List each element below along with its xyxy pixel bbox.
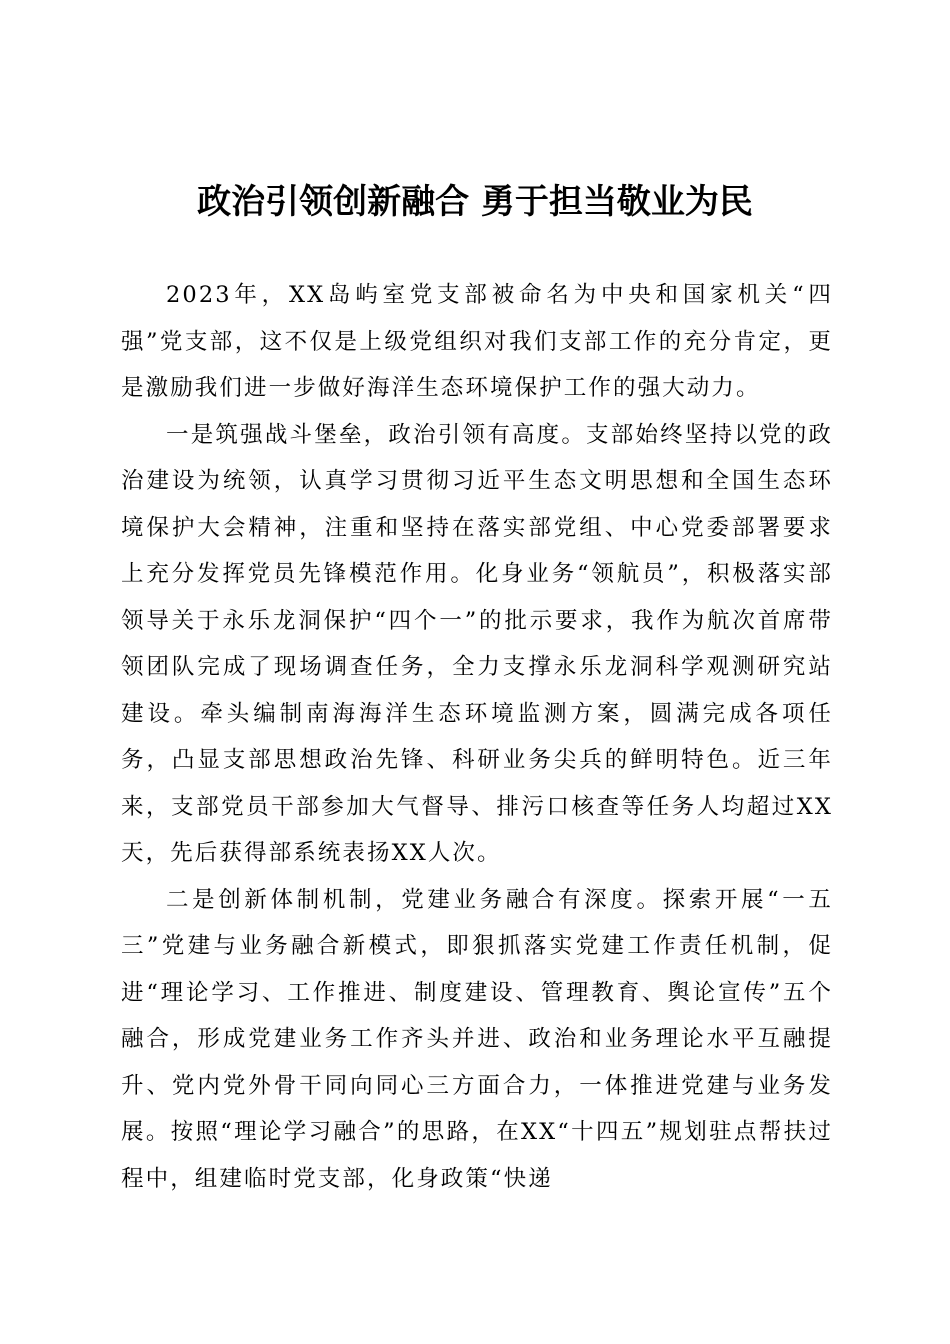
document-title: 政治引领创新融合 勇于担当敬业为民 <box>197 182 753 222</box>
document-body <box>121 272 833 1202</box>
paragraph-second-point: 二是创新体制机制，党建业务融合有深度。探索开展“一五三”党建与业务融合新模式，即狠抓落实党建工作责任机制，促进“理论学习、工作推进、制度建设、管理教育、舆论宣传”五个融合，形成党建业务工作齐头并进、政治和业务理论水平互融提升、党内党外骨干同向同心三方面合力，一体推进党建与业务发展。按照“理论学习融合”的思路，在XX“十四五”规划驻点帮扶过程中，组建临时党支部，化身政策“快递 <box>121 886 833 1192</box>
paragraph-first-point: 一是筑强战斗堡垒，政治引领有高度。支部始终坚持以党的政治建设为统领，认真学习贯彻习近平生态文明思想和全国生态环境保护大会精神，注重和坚持在落实部党组、中心党委部署要求上充分发挥党员先锋模范作用。化身业务“领航员”，积极落实部领导关于永乐龙洞保护“四个一”的批示要求，我作为航次首席带领团队完成了现场调查任务，全力支撑永乐龙洞科学观测研究站建设。牵头编制南海海洋生态环境监测方案，圆满完成各项任务，凸显支部思想政治先锋、科研业务尖兵的鲜明特色。近三年来，支部党员干部参加大气督导、排污口核查等任务人均超过XX天，先后获得部系统表扬XX人次。 <box>121 421 833 866</box>
paragraph-intro: 2023年，XX岛屿室党支部被命名为中央和国家机关“四强”党支部，这不仅是上级党组织对我们支部工作的充分肯定，更是激励我们进一步做好海洋生态环境保护工作的强大动力。 <box>121 282 833 401</box>
